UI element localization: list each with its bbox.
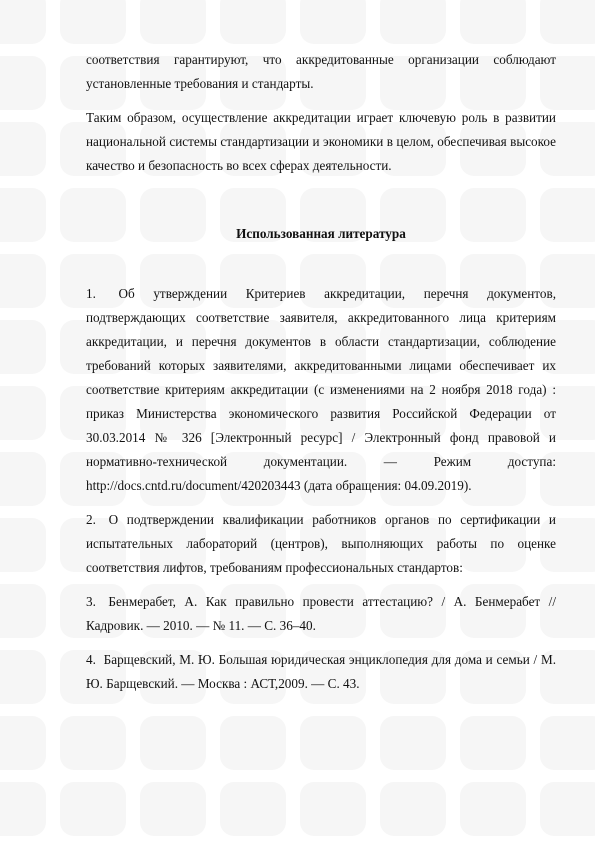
watermark-tile [140,0,206,44]
watermark-tile [540,716,595,770]
reference-number: 2. [86,512,96,527]
watermark-tile [0,518,46,572]
reference-text: Бенмерабет, А. Как правильно провести аттестацию? / А. Бенмерабет // Кадровик. — 2010. — № 11. — С. 36–40. [86,594,556,633]
watermark-tile [0,386,46,440]
watermark-tile [220,716,286,770]
watermark-tile [140,716,206,770]
watermark-tile [300,0,366,44]
watermark-tile [60,0,126,44]
watermark-tile [0,188,46,242]
watermark-tile [220,0,286,44]
reference-list [86,282,556,696]
watermark-tile [0,650,46,704]
watermark-tile [0,716,46,770]
watermark-tile [380,782,446,836]
watermark-tile [540,782,595,836]
watermark-tile [0,56,46,110]
watermark-tile [380,0,446,44]
reference-text: Об утверждении Критериев аккредитации, перечня документов, подтверждающих соответствие заявителя, аккредитованного лица критериям аккредитации, и перечня документов в области стандартизации, соблюдение требований которых заявителями, аккредитованными лицами обеспечивает их соответствие критериям аккредитации (с изменениями на 2 ноября 2018 года) : приказ Министерства экономического развития Российской Федерации от 30.03.2014 № 326 [Электронный ресурс] / Электронный фонд правовой и нормативно-технической документации. — Режим доступа: http://docs.cntd.ru/document/420203443 (дата обращения: 04.09.2019). [86,286,556,493]
watermark-tile [540,0,595,44]
watermark-tile [0,320,46,374]
watermark-tile [300,716,366,770]
watermark-tile [0,452,46,506]
document-body [86,48,556,706]
watermark-tile [460,716,526,770]
body-paragraph: Таким образом, осуществление аккредитации играет ключевую роль в развитии национальной системы стандартизации и экономики в целом, обеспечивая высокое качество и безопасность во всех сферах деятельности. [86,110,556,173]
watermark-tile [0,122,46,176]
reference-text: Барщевский, М. Ю. Большая юридическая энциклопедия для дома и семьи / М. Ю. Барщевский. — Москва : АСТ,2009. — С. 43. [86,652,556,691]
watermark-tile [460,0,526,44]
watermark-tile [380,716,446,770]
watermark-tile [0,782,46,836]
watermark-tile [60,782,126,836]
section-heading: Использованная литература [236,226,406,241]
watermark-tile [60,716,126,770]
watermark-tile [140,782,206,836]
reference-text: О подтверждении квалификации работников органов по сертификации и испытательных лабораторий (центров), выполняющих работы по оценке соответствия лифтов, требованиям профессиональных стандартов: [86,512,556,575]
watermark-tile [0,584,46,638]
reference-item [86,590,556,638]
watermark-tile [0,254,46,308]
body-paragraph: соответствия гарантируют, что аккредитованные организации соблюдают установленные требования и стандарты. [86,52,556,91]
reference-number: 4. [86,652,96,667]
watermark-tile [300,782,366,836]
reference-number: 1. [86,286,96,301]
watermark-tile [220,782,286,836]
reference-item [86,282,556,498]
reference-number: 3. [86,594,96,609]
watermark-tile [460,782,526,836]
reference-item [86,648,556,696]
reference-item [86,508,556,580]
watermark-tile [0,0,46,44]
